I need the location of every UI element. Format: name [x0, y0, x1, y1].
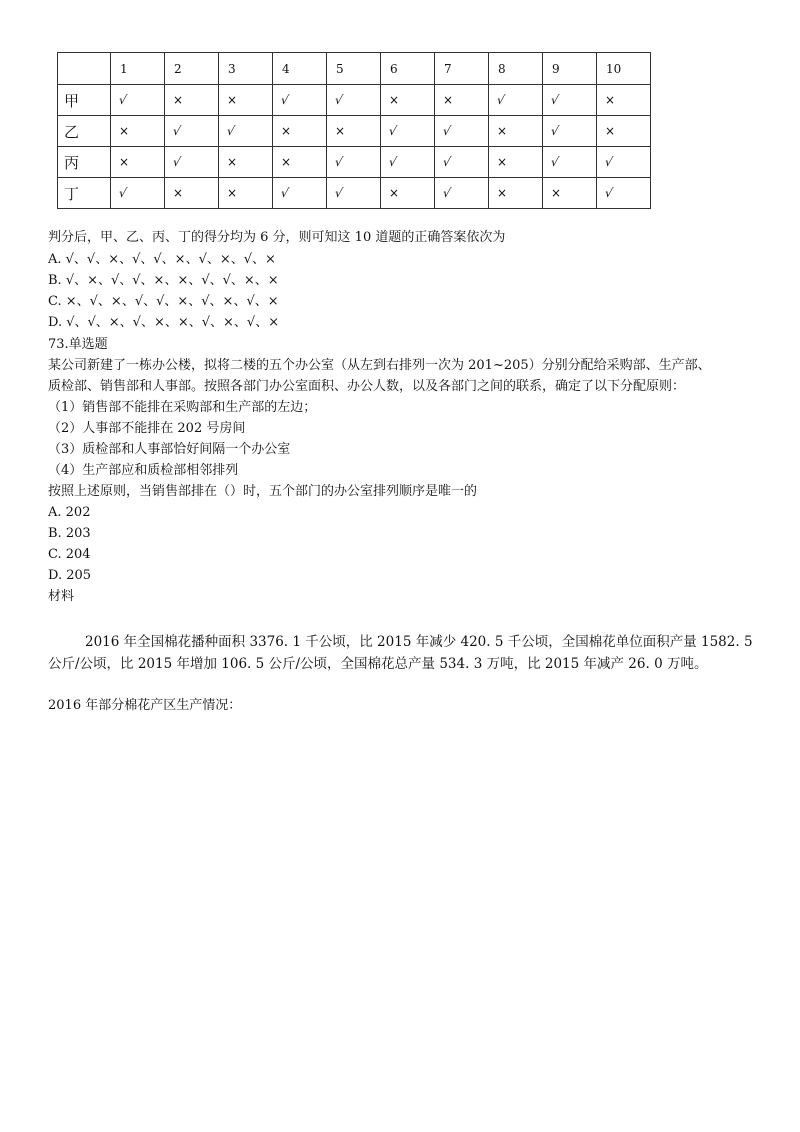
mark: √	[333, 92, 344, 107]
mark-cell	[489, 116, 543, 147]
mark-cell	[273, 85, 327, 116]
column-header: 7	[435, 53, 489, 85]
mark: ×	[227, 154, 238, 169]
mark: ×	[389, 185, 400, 200]
q73-rule-2: （2）人事部不能排在 202 号房间	[48, 421, 246, 436]
mark-cell	[597, 85, 651, 116]
answer-table	[57, 52, 651, 209]
q72-option-c: C. ×、√、×、√、√、×、√、×、√、×	[48, 294, 279, 309]
mark: ×	[281, 123, 292, 138]
mark: √	[495, 92, 506, 107]
mark: √	[549, 154, 560, 169]
row-name: 乙	[58, 116, 111, 147]
column-header: 10	[597, 53, 651, 85]
mark: √	[603, 154, 614, 169]
column-header: 9	[543, 53, 597, 85]
mark: √	[279, 92, 290, 107]
q73-rule-4: （4）生产部应和质检部相邻排列	[48, 463, 239, 478]
mark: ×	[497, 123, 508, 138]
mark: ×	[605, 92, 616, 107]
column-header: 1	[111, 53, 165, 85]
column-header: 5	[327, 53, 381, 85]
mark-cell	[435, 116, 489, 147]
mark-cell	[327, 116, 381, 147]
mark: √	[441, 154, 452, 169]
mark: ×	[119, 123, 130, 138]
mark: √	[387, 123, 398, 138]
mark-cell	[273, 116, 327, 147]
mark-cell	[111, 147, 165, 178]
q73-option-a: A. 202	[48, 505, 91, 520]
mark: √	[171, 123, 182, 138]
mark-cell	[435, 178, 489, 209]
column-header: 8	[489, 53, 543, 85]
mark-cell	[489, 178, 543, 209]
mark-cell	[597, 178, 651, 209]
mark: ×	[173, 185, 184, 200]
q73-header: 73.单选题	[48, 337, 108, 352]
mark: √	[549, 92, 560, 107]
mark-cell	[165, 147, 219, 178]
q72-option-a: A. √、√、×、√、√、×、√、×、√、×	[48, 252, 276, 267]
mark-cell	[219, 178, 273, 209]
q72-stem: 判分后，甲、乙、丙、丁的得分均为 6 分，则可知这 10 道题的正确答案依次为	[48, 230, 506, 245]
material-label: 材料	[48, 589, 75, 604]
column-header: 4	[273, 53, 327, 85]
mark-cell	[543, 116, 597, 147]
mark: √	[117, 92, 128, 107]
mark-cell	[381, 85, 435, 116]
mark-cell	[597, 116, 651, 147]
mark: √	[387, 154, 398, 169]
mark: √	[117, 185, 128, 200]
mark-cell	[489, 147, 543, 178]
mark: ×	[335, 123, 346, 138]
mark-cell	[219, 116, 273, 147]
mark-cell	[273, 147, 327, 178]
column-header: 6	[381, 53, 435, 85]
q73-rule-3: （3）质检部和人事部恰好间隔一个办公室	[48, 442, 291, 457]
mark-cell	[381, 147, 435, 178]
mark: √	[441, 185, 452, 200]
mark-cell	[435, 85, 489, 116]
mark: √	[279, 185, 290, 200]
mark-cell	[381, 116, 435, 147]
mark-cell	[327, 85, 381, 116]
row-name: 丁	[58, 178, 111, 209]
table-corner-cell	[58, 53, 111, 85]
mark: √	[171, 154, 182, 169]
mark: ×	[497, 154, 508, 169]
q73-stem-line-1: 某公司新建了一栋办公楼，拟将二楼的五个办公室（从左到右排列一次为 201~205）分别分配给采购部、生产部、	[48, 358, 711, 373]
mark: √	[441, 123, 452, 138]
table-header-row	[58, 53, 651, 85]
mark: ×	[119, 154, 130, 169]
material-paragraph: 2016 年全国棉花播种面积 3376. 1 千公顷，比 2015 年减少 420. 5 千公顷，全国棉花单位面积产量 1582. 5 公斤/公顷，比 2015 年增加 106. 5 公斤/公顷，全国棉花总产量 534. 3 万吨，比 2015 年减产 26. 0 万吨。	[48, 634, 753, 672]
mark: √	[549, 123, 560, 138]
q72-option-b: B. √、×、√、√、×、×、√、√、×、×	[48, 273, 279, 288]
mark: √	[333, 154, 344, 169]
q73-option-c: C. 204	[48, 547, 91, 562]
table-row	[58, 85, 651, 116]
column-header: 3	[219, 53, 273, 85]
row-name: 甲	[58, 85, 111, 116]
q73-option-d: D. 205	[48, 568, 92, 583]
q72-option-d: D. √、√、×、√、×、×、√、×、√、×	[48, 315, 280, 330]
mark-cell	[327, 147, 381, 178]
mark-cell	[381, 178, 435, 209]
mark-cell	[165, 116, 219, 147]
mark-cell	[165, 85, 219, 116]
mark-cell	[327, 178, 381, 209]
mark-cell	[219, 147, 273, 178]
mark: √	[225, 123, 236, 138]
mark-cell	[543, 85, 597, 116]
column-header: 2	[165, 53, 219, 85]
mark: √	[333, 185, 344, 200]
mark-cell	[111, 85, 165, 116]
table-row	[58, 147, 651, 178]
mark: ×	[497, 185, 508, 200]
mark-cell	[489, 85, 543, 116]
mark-cell	[435, 147, 489, 178]
q73-option-b: B. 203	[48, 526, 91, 541]
mark: √	[603, 185, 614, 200]
mark: ×	[281, 154, 292, 169]
row-name: 丙	[58, 147, 111, 178]
table-row	[58, 116, 651, 147]
mark: ×	[173, 92, 184, 107]
mark: ×	[389, 92, 400, 107]
material-subheading: 2016 年部分棉花产区生产情况：	[48, 698, 242, 713]
mark: ×	[227, 92, 238, 107]
table-row	[58, 178, 651, 209]
q73-rule-1: （1）销售部不能排在采购部和生产部的左边；	[48, 400, 317, 415]
mark-cell	[543, 147, 597, 178]
mark-cell	[597, 147, 651, 178]
mark-cell	[111, 178, 165, 209]
mark: ×	[605, 123, 616, 138]
mark-cell	[111, 116, 165, 147]
mark: ×	[227, 185, 238, 200]
q73-stem-line-2: 质检部、销售部和人事部。按照各部门办公室面积、办公人数，以及各部门之间的联系，确定了以下分配原则：	[48, 379, 686, 394]
mark: ×	[443, 92, 454, 107]
mark-cell	[219, 85, 273, 116]
mark-cell	[165, 178, 219, 209]
mark-cell	[543, 178, 597, 209]
q73-question: 按照上述原则，当销售部排在（）时，五个部门的办公室排列顺序是唯一的	[48, 484, 478, 499]
mark-cell	[273, 178, 327, 209]
mark: ×	[551, 185, 562, 200]
